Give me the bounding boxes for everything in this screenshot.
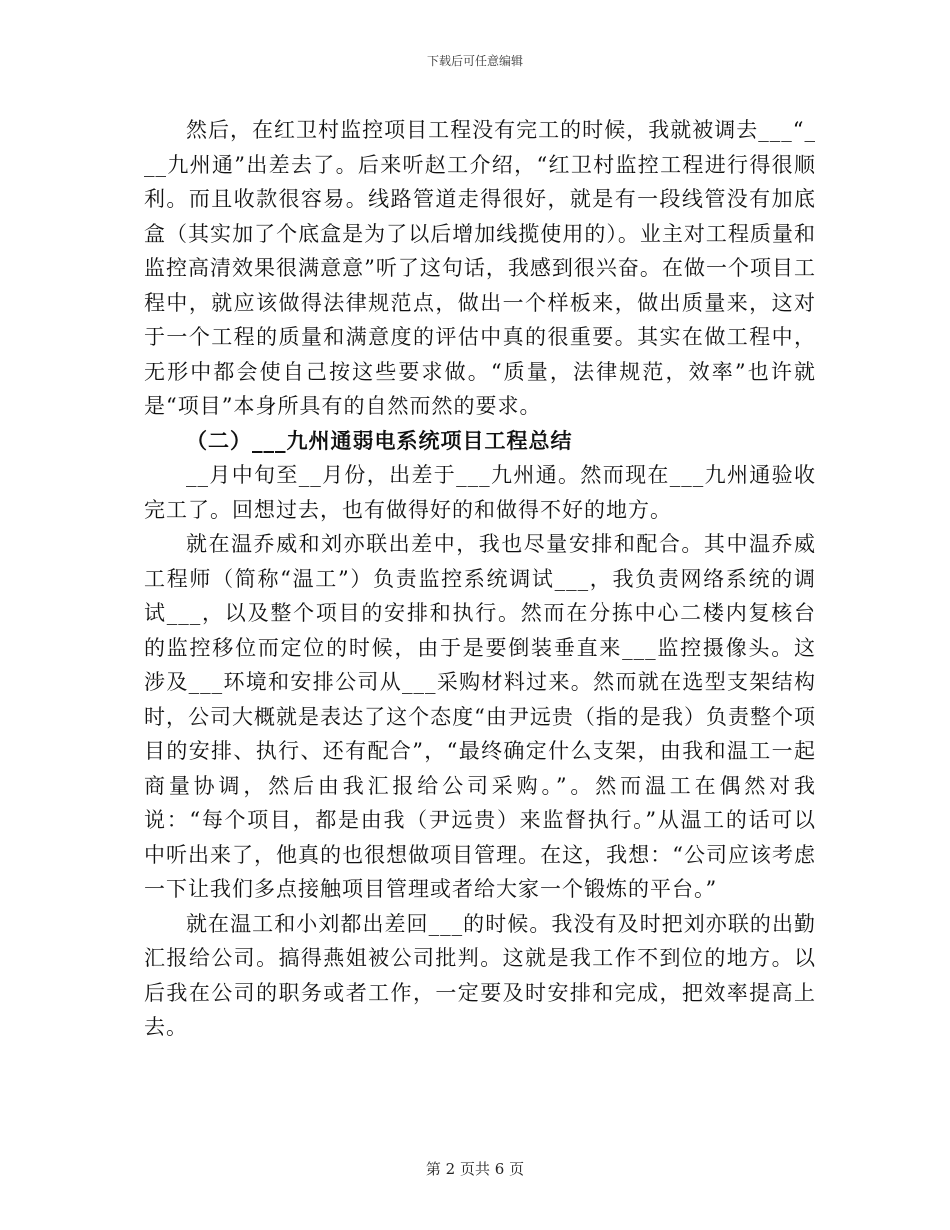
section-heading-jiuzhoutong: （二）___九州通弱电系统项目工程总结 (186, 427, 573, 453)
paragraph-hongweicun-review: 然后，在红卫村监控项目工程没有完工的时候，我就被调去___“___九州通”出差去了。后来听赵工介绍，“红卫村监控工程进行得很顺利。而且收款很容易。线路管道走得很好，就是有一段线管没有加底盒（其实加了个底盒是为了以后增加线揽使用的）。业主对工程质量和监控高清效果很满意意”听了这句话，我感到很兴奋。在做一个项目工程中，就应该做得法律规范点，做出一个样板来，做出质量来，这对于一个工程的质量和满意度的评估中真的很重要。其实在做工程中，无形中都会使自己按这些要求做。“质量，法律规范，效率”也许就是“项目”本身所具有的自然而然的要求。 (144, 118, 816, 418)
page-header: 下载后可任意编辑 (426, 54, 523, 68)
page-number: 第 2 页共 6 页 (425, 1160, 525, 1178)
paragraph-jiuzhoutong-coordination: 就在温乔威和刘亦联出差中，我也尽量安排和配合。其中温乔威工程师（简称“温工”）负责监控系统调试___，我负责网络系统的调试___，以及整个项目的安排和执行。然而在分拣中心二楼内复核台的监控移位而定位的时候，由于是要倒装垂直来___监控摄像头。这涉及___环境和安排公司从___采购材料过来。然而就在选型支架结构时，公司大概就是表达了这个态度“由尹远贵（指的是我）负责整个项目的安排、执行、还有配合”，“最终确定什么支架，由我和温工一起商量协调，然后由我汇报给公司采购。”。然而温工在偶然对我说：“每个项目，都是由我（尹远贵）来监督执行。”从温工的话可以中听出来了，他真的也很想做项目管理。在这，我想：“公司应该考虑一下让我们多点接触项目管理或者给大家一个锻炼的平台。” (144, 532, 816, 901)
document-body (144, 113, 816, 1045)
paragraph-jiuzhoutong-intro: __月中旬至__月份，出差于___九州通。然而现在___九州通验收完工了。回想过去，也有做得好的和做得不好的地方。 (144, 463, 816, 522)
paragraph-jiuzhoutong-shortcoming: 就在温工和小刘都出差回___的时候。我没有及时把刘亦联的出勤汇报给公司。搞得燕姐被公司批判。这就是我工作不到位的地方。以后我在公司的职务或者工作，一定要及时安排和完成，把效率提高上去。 (144, 911, 816, 1039)
